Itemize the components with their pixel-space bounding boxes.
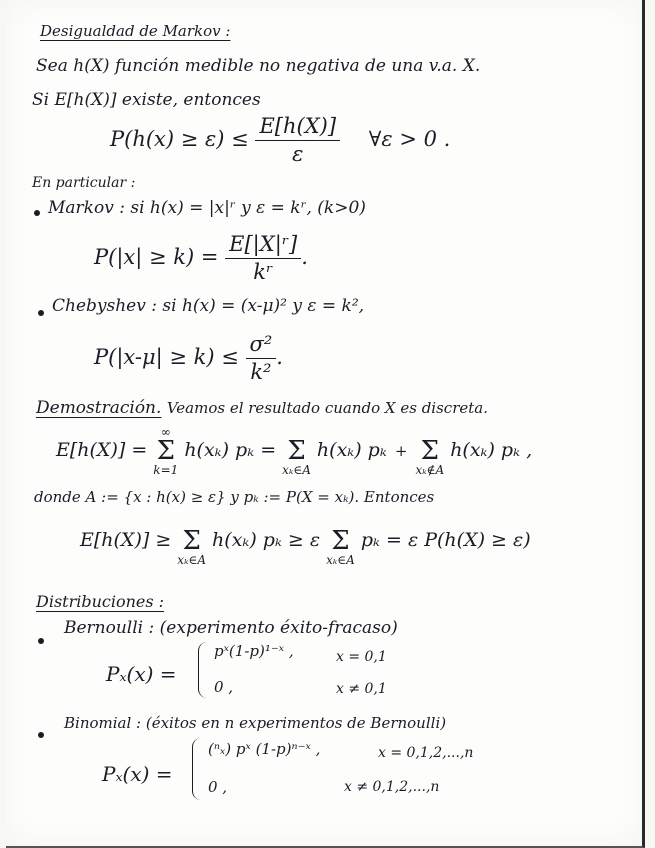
final-mid: h(xₖ) pₖ ≥ ε <box>212 529 321 551</box>
binomial-cond-2: x ≠ 0,1,2,...,n <box>344 779 440 795</box>
final-sum-1: Σ xₖ∈A <box>177 526 206 567</box>
final-sum-2: Σ xₖ∈A <box>326 526 355 567</box>
ineq-lhs: P(h(x) ≥ ε) ≤ <box>110 127 249 151</box>
markov-title: Desigualdad de Markov : <box>40 22 231 40</box>
bernoulli-line: Bernoulli : (experimento éxito-fracaso) <box>64 618 398 638</box>
binomial-case-1: (ⁿₓ) pˣ (1-p)ⁿ⁻ˣ , <box>208 740 321 758</box>
demo-title: Demostración. <box>36 398 162 418</box>
ineq-fraction <box>255 116 340 165</box>
bernoulli-brace <box>198 642 207 698</box>
chebyshev-num: σ² <box>246 334 277 359</box>
distribuciones-title: Distribuciones : <box>36 592 165 611</box>
markov-case: Markov : si h(x) = |x|ʳ y ε = kʳ, (k>0) <box>48 198 366 218</box>
sum-2: Σ xₖ∈A <box>282 436 311 477</box>
demo-intro: Veamos el resultado cuando X es discreta. <box>166 399 488 417</box>
markov-particular-lhs: P(|x| ≥ k) = <box>94 245 219 269</box>
bullet-bernoulli <box>38 638 44 644</box>
demo-line <box>36 400 488 417</box>
particular-label: En particular : <box>32 175 136 191</box>
markov-line-1: Sea h(X) función medible no negativa de una v.a. X. <box>36 56 481 76</box>
ineq-denominator: ε <box>292 142 304 166</box>
markov-inequality <box>110 116 450 165</box>
binomial-cond-1: x = 0,1,2,...,n <box>378 745 474 761</box>
plus-sign: + <box>394 442 408 460</box>
bernoulli-cond-2: x ≠ 0,1 <box>336 681 387 697</box>
bernoulli-case-2: 0 , <box>214 678 234 696</box>
demo-donde: donde A := {x : h(x) ≥ ε} y pₖ := P(X = xₖ). Entonces <box>34 488 435 506</box>
markov-particular-eq: P(|x| ≥ k) = $\frac{\text{E[|X|ʳ]}}{\text{kʳ}}$ . <box>94 232 308 284</box>
notebook-page <box>6 0 645 848</box>
chebyshev-fraction <box>246 334 277 383</box>
chebyshev-den: k² <box>250 360 272 384</box>
ineq-rhs: ∀ε > 0 . <box>368 127 451 151</box>
markov-line-2: Si E[h(X)] existe, entonces <box>32 90 261 110</box>
sum-1-top: ∞ <box>160 425 171 439</box>
sum-1: ∞ Σ k=1 <box>153 425 179 477</box>
binomial-line: Binomial : (éxitos en n experimentos de Bernoulli) <box>64 714 447 732</box>
binomial-case-2: 0 , <box>208 778 228 796</box>
sum-3-bottom: xₖ∉A <box>415 463 445 477</box>
bullet-binomial <box>38 732 44 738</box>
sum-3-term: h(xₖ) pₖ , <box>450 439 533 461</box>
sum-2-term: h(xₖ) pₖ <box>316 439 387 461</box>
bernoulli-cond-1: x = 0,1 <box>336 649 387 665</box>
demo-eq-lhs: E[h(X)] = <box>56 439 148 461</box>
final-lhs: E[h(X)] ≥ <box>80 529 172 551</box>
bernoulli-case-1: pˣ(1-p)¹⁻ˣ , <box>214 642 294 660</box>
markov-particular-num: E[|X|ʳ] <box>225 234 301 259</box>
sum-2-bottom: xₖ∈A <box>282 463 311 477</box>
final-rhs: pₖ = ε P(h(X) ≥ ε) <box>360 529 531 551</box>
demo-final-eq <box>80 516 531 566</box>
final-sum-2-bottom: xₖ∈A <box>326 553 355 567</box>
chebyshev-lhs: P(|x-μ| ≥ k) ≤ <box>94 345 239 369</box>
binomial-lhs: Pₓ(x) = <box>102 762 173 786</box>
sum-1-term: h(xₖ) pₖ = <box>184 439 277 461</box>
binomial-brace <box>192 738 201 800</box>
sum-3: Σ xₖ∉A <box>415 436 445 477</box>
demo-expectation-eq <box>56 426 532 476</box>
bernoulli-lhs: Pₓ(x) = <box>106 662 177 686</box>
markov-particular-fraction <box>225 234 301 283</box>
markov-particular-den: kʳ <box>253 260 274 284</box>
bullet-markov <box>34 210 40 216</box>
sum-1-bottom: k=1 <box>153 463 179 477</box>
bullet-chebyshev <box>38 310 44 316</box>
ineq-numerator: E[h(X)] <box>255 116 340 141</box>
chebyshev-case: Chebyshev : si h(x) = (x-μ)² y ε = k², <box>52 296 365 316</box>
final-sum-1-bottom: xₖ∈A <box>177 553 206 567</box>
chebyshev-eq: P(|x-μ| ≥ k) ≤ $\frac{\text{σ²}}{\text{k²}}$ . <box>94 332 283 384</box>
